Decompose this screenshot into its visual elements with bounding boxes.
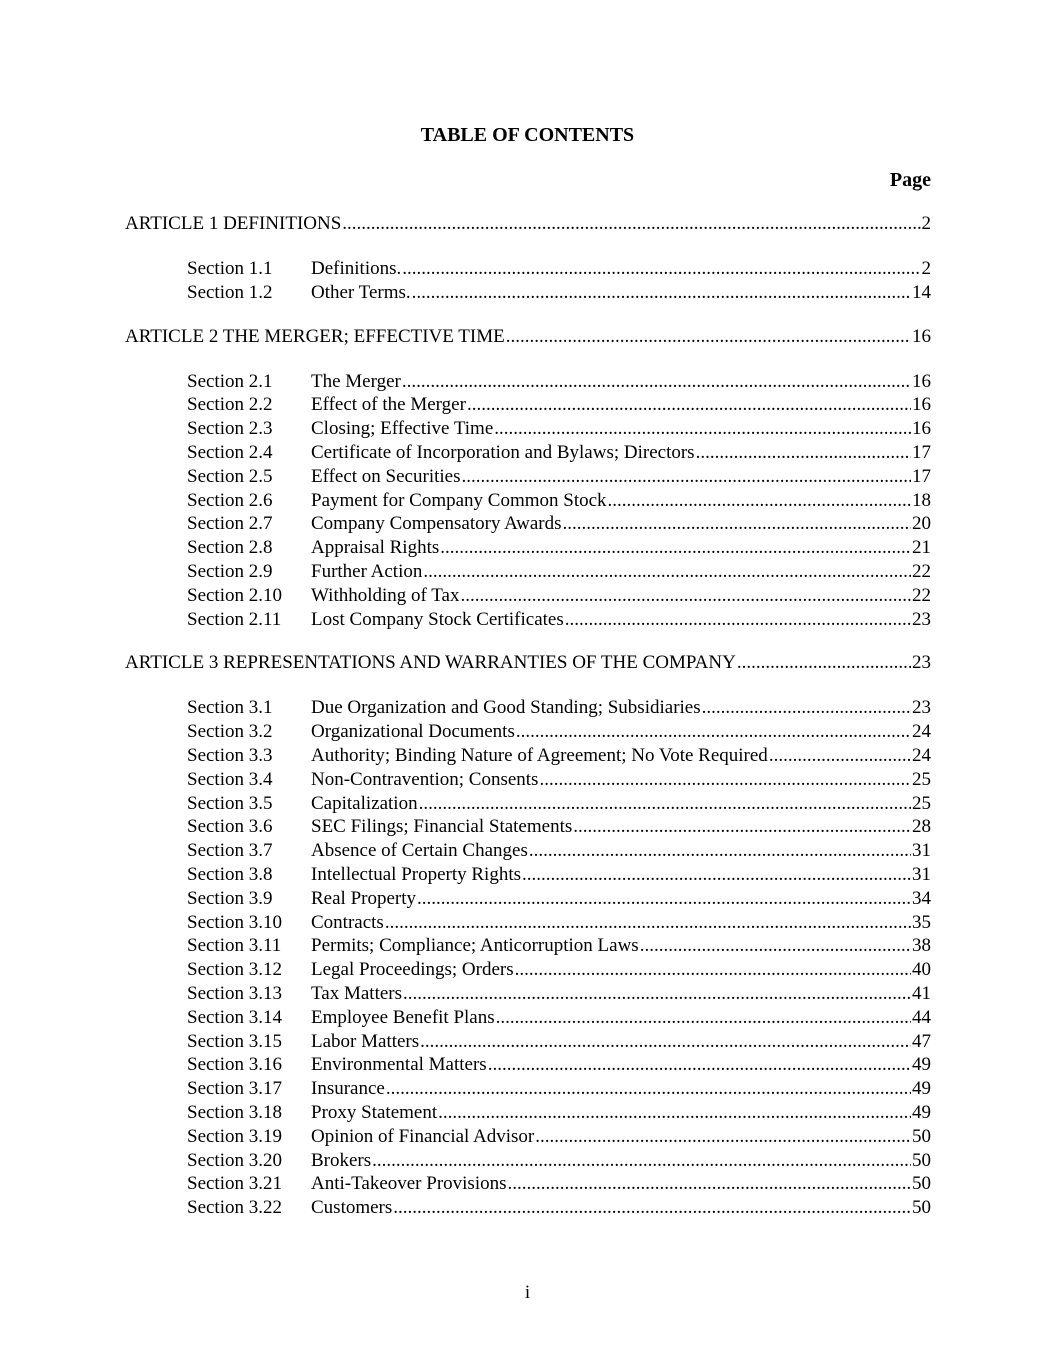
section-title: Non-Contravention; Consents [311,768,539,790]
toc-section-entry[interactable] [187,536,931,560]
section-title: Lost Company Stock Certificates [311,608,564,630]
section-title: Labor Matters [311,1030,420,1052]
section-page-number: 16 [912,394,931,416]
toc-section-entry[interactable] [187,720,931,744]
section-title: Effect on Securities [311,465,461,487]
section-title: Due Organization and Good Standing; Subsidiaries [311,697,701,719]
section-title: Opinion of Financial Advisor [311,1125,535,1147]
toc-article-entry[interactable] [125,651,931,675]
section-number: Section 3.13 [187,982,282,1004]
section-number: Section 3.2 [187,721,273,743]
section-title: Proxy Statement [311,1101,438,1123]
dot-leader [696,441,911,465]
article-page-number: 16 [912,325,931,347]
toc-section-entry[interactable] [187,370,931,394]
section-page-number: 49 [912,1101,931,1123]
section-title: Absence of Certain Changes [311,840,528,862]
section-number: Section 1.1 [187,258,273,279]
section-page-number: 17 [912,441,931,463]
section-number: Section 3.17 [187,1078,282,1100]
section-page-number: 14 [912,281,931,303]
toc-section-entry[interactable] [187,744,931,768]
section-page-number: 22 [912,584,931,606]
dot-leader [702,696,911,720]
section-page-number: 44 [912,1006,931,1028]
section-page-number: 20 [912,513,931,535]
section-title: Contracts [311,911,384,933]
section-page-number: 24 [912,721,931,743]
section-title: Employee Benefit Plans [311,1006,495,1028]
section-number: Section 3.4 [187,768,273,790]
section-number: Section 3.15 [187,1030,282,1052]
dot-leader [438,1101,911,1125]
section-title: Real Property [311,887,417,909]
dot-leader [342,212,920,236]
dot-leader [496,1006,911,1030]
toc-section-entry[interactable] [187,584,931,608]
section-title: Legal Proceedings; Orders [311,959,514,981]
section-page-number: 49 [912,1054,931,1076]
section-list [125,257,931,305]
section-number: Section 2.8 [187,537,273,559]
dot-leader [508,1172,911,1196]
section-title: Company Compensatory Awards [311,513,562,535]
section-page-number: 25 [912,792,931,814]
section-number: Section 2.4 [187,441,273,463]
section-page-number: 38 [912,935,931,957]
section-title: Environmental Matters [311,1054,487,1076]
toc-section-entry[interactable] [187,934,931,958]
section-title: Intellectual Property Rights [311,863,522,885]
section-number: Section 3.6 [187,816,273,838]
toc-section-entry[interactable] [187,441,931,465]
dot-leader [522,863,911,887]
dot-leader [440,536,911,560]
section-number: Section 1.2 [187,281,273,303]
section-page-number: 23 [912,608,931,630]
table-of-contents [125,212,931,1240]
toc-section-entry[interactable] [187,1101,931,1125]
section-number: Section 3.9 [187,887,273,909]
section-title: The Merger [311,370,401,392]
toc-section-entry[interactable] [187,815,931,839]
section-page-number: 2 [921,258,931,279]
section-number: Section 2.9 [187,560,273,582]
toc-section-entry[interactable] [187,958,931,982]
toc-section-entry[interactable] [187,1030,931,1054]
section-page-number: 41 [912,982,931,1004]
article-heading: ARTICLE 3 REPRESENTATIONS AND WARRANTIES OF THE COMPANY [125,652,736,674]
section-number: Section 3.19 [187,1125,282,1147]
toc-section-entry[interactable] [187,560,931,584]
section-page-number: 50 [912,1173,931,1195]
toc-section-entry[interactable] [187,1053,931,1077]
section-number: Section 3.7 [187,840,273,862]
section-number: Section 3.11 [187,935,282,957]
dot-leader [515,958,911,982]
toc-title: TABLE OF CONTENTS [420,124,635,146]
section-title: Payment for Company Common Stock [311,489,607,511]
dot-leader [419,792,911,816]
section-title: Customers [311,1197,393,1219]
toc-section-entry[interactable] [187,465,931,489]
section-page-number: 50 [912,1149,931,1171]
dot-leader [516,720,911,744]
dot-leader [494,417,911,441]
footer-page-number: i [524,1282,531,1303]
section-list [125,696,931,1220]
section-title: Further Action [311,560,423,582]
dot-leader [535,1125,911,1149]
toc-section-entry[interactable] [187,863,931,887]
section-number: Section 3.10 [187,911,282,933]
section-page-number: 17 [912,465,931,487]
section-page-number: 34 [912,887,931,909]
dot-leader [506,325,911,349]
section-title: Insurance [311,1078,385,1100]
article-page-number: 2 [921,213,931,234]
section-number: Section 3.14 [187,1006,282,1028]
toc-section-entry[interactable] [187,1077,931,1101]
dot-leader [529,839,911,863]
section-number: Section 2.3 [187,418,273,440]
section-page-number: 50 [912,1197,931,1219]
toc-section-entry[interactable] [187,1125,931,1149]
toc-section-entry[interactable] [187,887,931,911]
section-title: Anti-Takeover Provisions [311,1173,507,1195]
section-title: Definitions. [311,258,402,279]
dot-leader [385,911,911,935]
section-number: Section 3.5 [187,792,273,814]
section-title: Effect of the Merger [311,394,466,416]
dot-leader [423,560,911,584]
dot-leader [539,768,911,792]
dot-leader [769,744,911,768]
section-number: Section 2.10 [187,584,282,606]
section-page-number: 16 [912,370,931,392]
dot-leader [608,489,911,513]
section-page-number: 50 [912,1125,931,1147]
toc-section-entry[interactable] [187,281,931,305]
section-title: Closing; Effective Time [311,418,494,440]
section-number: Section 3.20 [187,1149,282,1171]
dot-leader [402,257,920,281]
section-number: Section 3.12 [187,959,282,981]
section-number: Section 2.2 [187,394,273,416]
dot-leader [386,1077,911,1101]
article-heading: ARTICLE 1 DEFINITIONS [125,213,342,234]
section-title: Authority; Binding Nature of Agreement; No Vote Required [311,744,768,766]
section-title: Withholding of Tax [311,584,460,606]
toc-section-entry[interactable] [187,608,931,632]
toc-section-entry[interactable] [187,417,931,441]
dot-leader [417,887,911,911]
section-number: Section 3.21 [187,1173,282,1195]
section-title: Permits; Compliance; Anticorruption Laws [311,935,639,957]
section-number: Section 3.18 [187,1101,282,1123]
section-number: Section 3.1 [187,697,273,719]
toc-section-entry[interactable] [187,393,931,417]
section-page-number: 31 [912,840,931,862]
toc-section-entry[interactable] [187,489,931,513]
article-heading: ARTICLE 2 THE MERGER; EFFECTIVE TIME [125,325,505,347]
section-page-number: 25 [912,768,931,790]
section-title: Other Terms. [311,281,411,303]
section-number: Section 3.16 [187,1054,282,1076]
dot-leader [393,1196,911,1220]
article-page-number: 23 [912,652,931,674]
dot-leader [737,651,911,675]
section-title: Brokers [311,1149,372,1171]
section-page-number: 22 [912,560,931,582]
dot-leader [573,815,911,839]
dot-leader [467,393,911,417]
section-number: Section 2.7 [187,513,273,535]
toc-section-entry[interactable] [187,982,931,1006]
dot-leader [460,584,911,608]
section-page-number: 31 [912,863,931,885]
section-list [125,370,931,632]
dot-leader [563,512,911,536]
dot-leader [462,465,912,489]
section-number: Section 2.1 [187,370,273,392]
dot-leader [402,370,911,394]
toc-section-entry[interactable] [187,1149,931,1173]
section-page-number: 28 [912,816,931,838]
section-title: Organizational Documents [311,721,515,743]
section-page-number: 40 [912,959,931,981]
toc-section-entry[interactable] [187,839,931,863]
toc-section-entry[interactable] [187,696,931,720]
section-title: Tax Matters [311,982,403,1004]
dot-leader [403,982,911,1006]
section-page-number: 18 [912,489,931,511]
section-title: SEC Filings; Financial Statements [311,816,573,838]
dot-leader [565,608,911,632]
toc-section-entry[interactable] [187,1006,931,1030]
page-column-header: Page [889,169,931,191]
section-page-number: 16 [912,418,931,440]
dot-leader [488,1053,911,1077]
toc-section-entry[interactable] [187,911,931,935]
section-page-number: 24 [912,744,931,766]
toc-section-entry[interactable] [187,1196,931,1220]
section-number: Section 2.5 [187,465,273,487]
section-page-number: 35 [912,911,931,933]
dot-leader [420,1030,911,1054]
section-number: Section 3.8 [187,863,273,885]
toc-section-entry[interactable] [187,792,931,816]
section-page-number: 21 [912,537,931,559]
section-page-number: 49 [912,1078,931,1100]
toc-section-entry[interactable] [187,257,931,281]
dot-leader [372,1149,911,1173]
section-number: Section 2.6 [187,489,273,511]
section-page-number: 23 [912,697,931,719]
dot-leader [412,281,911,305]
toc-article-entry[interactable] [125,325,931,349]
section-number: Section 3.3 [187,744,273,766]
section-title: Appraisal Rights [311,537,440,559]
section-number: Section 2.11 [187,608,282,630]
dot-leader [640,934,911,958]
section-page-number: 47 [912,1030,931,1052]
section-number: Section 3.22 [187,1197,282,1219]
section-title: Certificate of Incorporation and Bylaws; Directors [311,441,695,463]
toc-section-entry[interactable] [187,512,931,536]
section-title: Capitalization [311,792,418,814]
toc-article-entry[interactable] [125,212,931,236]
toc-section-entry[interactable] [187,768,931,792]
toc-section-entry[interactable] [187,1172,931,1196]
